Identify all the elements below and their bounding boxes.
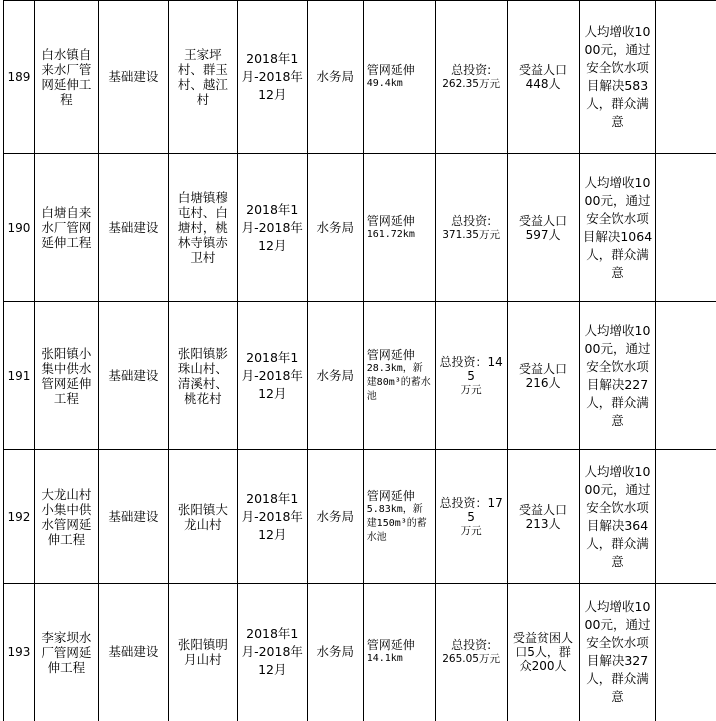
construction-content (363, 1, 435, 154)
beneficiaries (507, 450, 579, 584)
investment-label: 总投资: (439, 638, 504, 652)
beneficiaries (507, 154, 579, 302)
project-location: 王家坪村、群玉村、越江村 (168, 1, 237, 154)
project-category: 基础建设 (98, 154, 168, 302)
beneficiaries-label: 受益人口 (511, 63, 576, 77)
project-name: 白水镇自来水厂管网延伸工程 (34, 1, 98, 154)
responsible-unit: 水务局 (307, 1, 363, 154)
responsible-unit: 水务局 (307, 584, 363, 721)
investment-amount: 265.05万元 (439, 652, 504, 666)
empty-cell (656, 450, 716, 584)
project-period: 2018年1月-2018年12月 (237, 450, 307, 584)
project-category: 基础建设 (98, 450, 168, 584)
project-location: 张阳镇明月山村 (168, 584, 237, 721)
content-line: 管网延伸 (367, 63, 432, 77)
row-number: 190 (4, 154, 35, 302)
project-category: 基础建设 (98, 302, 168, 450)
project-period: 2018年1月-2018年12月 (237, 1, 307, 154)
content-detail: 14.1km (367, 652, 432, 666)
beneficiaries-count: 众200人 (511, 659, 576, 673)
income-effect: 人均增收1000元，通过安全饮水项目解决227人，群众满意 (579, 302, 656, 450)
content-detail: 28.3km，新建80m³的蓄水池 (367, 362, 432, 404)
investment-amount: 万元 (439, 383, 504, 397)
content-detail: 5.83km，新建150m³的蓄水池 (367, 503, 432, 545)
content-detail: 49.4km (367, 77, 432, 91)
content-line: 管网延伸 (367, 348, 432, 362)
income-effect: 人均增收1000元，通过安全饮水项目解决364人，群众满意 (579, 450, 656, 584)
investment-label: 总投资：145 (439, 355, 504, 383)
project-location: 白塘镇穆屯村、白塘村，桃林寺镇赤卫村 (168, 154, 237, 302)
beneficiaries-count: 448人 (511, 77, 576, 91)
project-table (3, 0, 716, 721)
project-period: 2018年1月-2018年12月 (237, 154, 307, 302)
investment (435, 154, 507, 302)
project-category: 基础建设 (98, 1, 168, 154)
project-name: 李家坝水厂管网延伸工程 (34, 584, 98, 721)
investment (435, 584, 507, 721)
table-row (4, 154, 716, 302)
table-row (4, 1, 716, 154)
table-row (4, 584, 716, 721)
project-location: 张阳镇大龙山村 (168, 450, 237, 584)
row-number: 193 (4, 584, 35, 721)
row-number: 189 (4, 1, 35, 154)
investment (435, 1, 507, 154)
beneficiaries (507, 584, 579, 721)
income-effect: 人均增收1000元，通过安全饮水项目解决327人，群众满意 (579, 584, 656, 721)
table-row (4, 450, 716, 584)
content-detail: 161.72km (367, 228, 432, 242)
beneficiaries-label: 受益人口 (511, 362, 576, 376)
investment-label: 总投资：175 (439, 496, 504, 524)
content-line: 管网延伸 (367, 489, 432, 503)
empty-cell (656, 1, 716, 154)
beneficiaries-count: 216人 (511, 376, 576, 390)
project-name: 白塘自来水厂管网延伸工程 (34, 154, 98, 302)
responsible-unit: 水务局 (307, 302, 363, 450)
investment (435, 450, 507, 584)
income-effect: 人均增收1000元，通过安全饮水项目解决583人，群众满意 (579, 1, 656, 154)
content-line: 管网延伸 (367, 214, 432, 228)
project-location: 张阳镇影珠山村、清溪村、桃花村 (168, 302, 237, 450)
beneficiaries-label: 受益人口 (511, 214, 576, 228)
empty-cell (656, 584, 716, 721)
table-row (4, 302, 716, 450)
responsible-unit: 水务局 (307, 450, 363, 584)
row-number: 191 (4, 302, 35, 450)
construction-content (363, 584, 435, 721)
construction-content (363, 154, 435, 302)
row-number: 192 (4, 450, 35, 584)
responsible-unit: 水务局 (307, 154, 363, 302)
beneficiaries (507, 302, 579, 450)
beneficiaries-count: 213人 (511, 517, 576, 531)
beneficiaries-label: 受益贫困人口5人，群 (511, 631, 576, 659)
table-body (4, 1, 716, 721)
beneficiaries-label: 受益人口 (511, 503, 576, 517)
investment-amount: 262.35万元 (439, 77, 504, 91)
investment-amount: 万元 (439, 524, 504, 538)
project-period: 2018年1月-2018年12月 (237, 302, 307, 450)
investment-label: 总投资: (439, 63, 504, 77)
investment-label: 总投资: (439, 214, 504, 228)
investment (435, 302, 507, 450)
project-category: 基础建设 (98, 584, 168, 721)
construction-content (363, 450, 435, 584)
content-line: 管网延伸 (367, 638, 432, 652)
project-period: 2018年1月-2018年12月 (237, 584, 307, 721)
project-name: 张阳镇小集中供水管网延伸工程 (34, 302, 98, 450)
empty-cell (656, 154, 716, 302)
beneficiaries-count: 597人 (511, 228, 576, 242)
construction-content (363, 302, 435, 450)
empty-cell (656, 302, 716, 450)
beneficiaries (507, 1, 579, 154)
income-effect: 人均增收1000元，通过安全饮水项目解决1064人，群众满意 (579, 154, 656, 302)
investment-amount: 371.35万元 (439, 228, 504, 242)
project-name: 大龙山村小集中供水管网延伸工程 (34, 450, 98, 584)
